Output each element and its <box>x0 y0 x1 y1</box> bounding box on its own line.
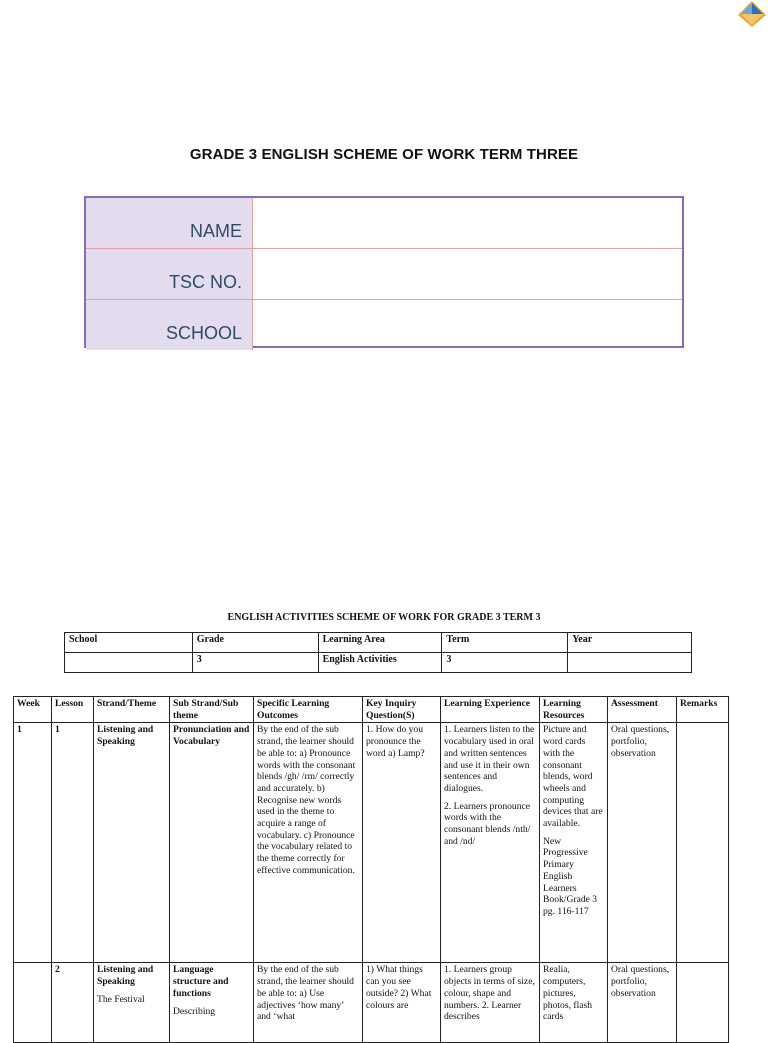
col-assessment: Assessment <box>608 697 677 723</box>
col-lesson: Lesson <box>52 697 94 723</box>
scheme-of-work-table <box>13 696 729 1043</box>
strand-text: Listening and Speaking <box>97 964 154 988</box>
col-remarks: Remarks <box>677 697 729 723</box>
meta-value-school <box>65 653 193 673</box>
col-questions: Key Inquiry Question(S) <box>363 697 441 723</box>
meta-header-year: Year <box>568 633 692 653</box>
table-row <box>14 723 729 963</box>
questions-cell: 1. How do you pronounce the word a) Lamp? <box>363 723 441 963</box>
info-row-school <box>86 300 682 350</box>
meta-header-row <box>65 633 692 653</box>
experience-text-1: 1. Learners group objects in terms of size, colour, shape and numbers. 2. Learner describes <box>444 964 535 1023</box>
resources-cell <box>540 723 608 963</box>
resources-text-2: New Progressive Primary English Learners Book/Grade 3 pg. 116-117 <box>543 835 598 917</box>
teacher-info-box <box>84 196 684 348</box>
meta-value-learning-area: English Activities <box>318 653 442 673</box>
name-label: NAME <box>86 198 253 248</box>
resources-text-1: Picture and word cards with the consonant blends, word wheels and computing devices that are available. <box>543 724 603 830</box>
week-cell <box>14 963 52 1043</box>
resources-text-1: Realia, computers, pictures, photos, flash cards <box>543 964 593 1023</box>
week-cell: 1 <box>14 723 52 963</box>
meta-value-grade: 3 <box>192 653 318 673</box>
col-strand: Strand/Theme <box>94 697 170 723</box>
name-field[interactable] <box>253 198 682 248</box>
col-experience: Learning Experience <box>441 697 540 723</box>
meta-value-row <box>65 653 692 673</box>
strand-cell <box>94 963 170 1043</box>
sub-strand-detail: Describing <box>173 1005 216 1017</box>
assessment-cell: Oral questions, portfolio, observation <box>608 723 677 963</box>
tsc-label: TSC NO. <box>86 249 253 299</box>
scheme-title: ENGLISH ACTIVITIES SCHEME OF WORK FOR GRADE 3 TERM 3 <box>227 612 541 623</box>
strand-sub-text: The Festival <box>97 993 145 1005</box>
remarks-cell <box>677 963 729 1043</box>
experience-cell <box>441 963 540 1043</box>
sub-strand-text: Language structure and functions <box>173 964 229 999</box>
info-row-name <box>86 198 682 249</box>
sub-strand-text: Pronunciation and Vocabulary <box>173 724 250 748</box>
table-header-row <box>14 697 729 723</box>
assessment-cell: Oral questions, portfolio, observation <box>608 963 677 1043</box>
strand-cell <box>94 723 170 963</box>
meta-header-school: School <box>65 633 193 653</box>
school-field[interactable] <box>253 300 682 350</box>
meta-header-term: Term <box>442 633 568 653</box>
outcomes-cell: By the end of the sub strand, the learner should be able to: a) Use adjectives ‘how many’ and ‘what <box>254 963 363 1043</box>
school-label: SCHOOL <box>86 300 253 350</box>
lesson-cell: 1 <box>52 723 94 963</box>
info-row-tsc <box>86 249 682 300</box>
meta-header-learning-area: Learning Area <box>318 633 442 653</box>
col-resources: Learning Resources <box>540 697 608 723</box>
publisher-logo-icon <box>736 0 768 28</box>
strand-text: Listening and Speaking <box>97 724 154 748</box>
lesson-cell: 2 <box>52 963 94 1043</box>
sub-strand-cell <box>170 963 254 1043</box>
meta-value-year <box>568 653 692 673</box>
remarks-cell <box>677 723 729 963</box>
experience-text-2: 2. Learners pronounce words with the consonant blends /nth/ and /nd/ <box>444 800 531 847</box>
resources-cell <box>540 963 608 1043</box>
meta-value-term: 3 <box>442 653 568 673</box>
sub-strand-cell <box>170 723 254 963</box>
col-week: Week <box>14 697 52 723</box>
scheme-meta-table <box>64 632 692 673</box>
tsc-field[interactable] <box>253 249 682 299</box>
outcomes-cell: By the end of the sub strand, the learner should be able to: a) Pronounce words with the consonant blends /gh/ /rm/ correctly and accurately. b) Recognise new words used in the theme to acquire a range of vocabulary. c) Pronounce the vocabulary related to the theme correctly for effective communication. <box>254 723 363 963</box>
col-outcomes: Specific Learning Outcomes <box>254 697 363 723</box>
cover-title: GRADE 3 ENGLISH SCHEME OF WORK TERM THREE <box>189 146 579 163</box>
experience-cell <box>441 723 540 963</box>
experience-text-1: 1. Learners listen to the vocabulary used in oral and written sentences and use it in their own sentences and dialogues. <box>444 724 535 794</box>
meta-header-grade: Grade <box>192 633 318 653</box>
questions-cell: 1) What things can you see outside? 2) What colours are <box>363 963 441 1043</box>
table-row <box>14 963 729 1043</box>
col-sub-strand: Sub Strand/Sub theme <box>170 697 254 723</box>
